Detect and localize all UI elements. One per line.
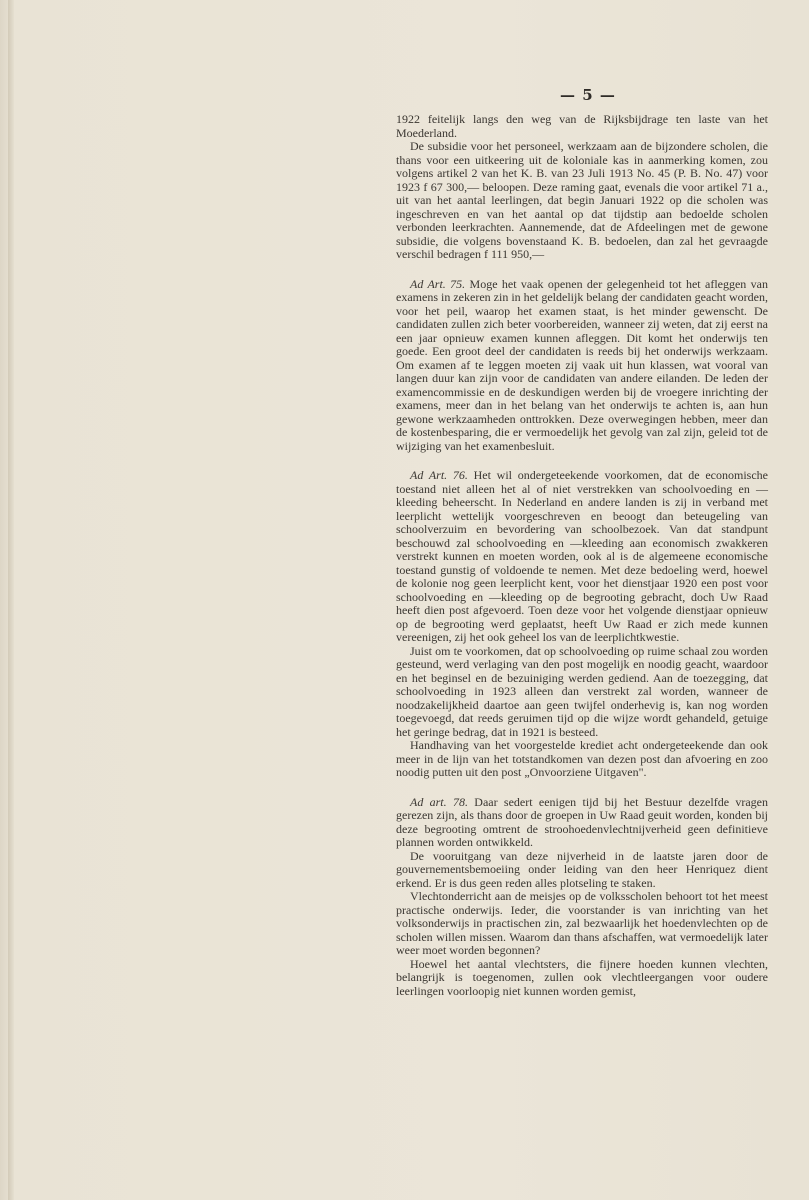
article-reference: Ad art. 78. (410, 794, 468, 809)
paragraph-text: Moge het vaak openen der gelegenheid tot het afleggen van examens in zekeren zin in het geldelijk belang der candidaten geacht worden, voor het peil, waarop het examen staat, is het minder gewenscht. De candidaten zullen zich beter voorbereiden, wanneer zij weten, dat zij eerst na een jaar opnieuw examen kunnen afleggen. Dit komt het onderwijs ten goede. Een groot deel der candidaten is reeds bij het onderwijs werkzaam. Om examen af te leggen moeten zij vaak uit hun klassen, wat vooral van langen duur kan zijn voor de candidaten van andere eilanden. De leden der examencommissie en de deskundigen werden bij de vroegere inrichting der examens, meer dan in het belang van het onderwijs te achten is, aan hun gewone werkzaamheden onttrokken. Deze overwegingen hebben, meer dan de kostenbesparing, die er vermoedelijk het gevolg van zal zijn, geleid tot de wijziging van het examenbesluit. (396, 276, 768, 453)
paragraph (396, 278, 768, 454)
paragraph (396, 113, 768, 140)
paragraph (396, 739, 768, 780)
paragraph (396, 469, 768, 645)
paragraph (396, 645, 768, 740)
paragraph-text: De subsidie voor het personeel, werkzaam aan de bijzondere scholen, die thans voor een uitkeering uit de koloniale kas in aanmerking komen, zou volgens artikel 2 van het K. B. van 23 Juli 1913 No. 45 (P. B. No. 47) voor 1923 f 67 300,— beloopen. Deze raming gaat, evenals die voor artikel 71 a., uit van het aantal leerlingen, dat begin Januari 1922 op die scholen was ingeschreven en van het aantal op dat tijdstip aan bedoelde scholen verbonden leerkrachten. Aannemende, dat de Afdeelingen met de gewone subsidie, die volgens bovenstaand K. B. bedoelen, dan zal het gevraagde verschil bedragen f 111 950,— (396, 139, 768, 261)
paragraph-text: Vlechtonderricht aan de meisjes op de volksscholen behoort tot het meest practische onderwijs. Ieder, die voorstander is van inrichting van het volksonderwijs in practischen zin, zal bezwaarlijk het hoedenvlechten op de scholen willen missen. Waarom dan thans afschaffen, wat vermoedelijk later weer moet worden begonnen? (396, 889, 768, 957)
paragraph-text: Hoewel het aantal vlechtsters, die fijnere hoeden kunnen vlechten, belangrijk is toegenomen, zullen ook vlechtleergangen voor oudere leerlingen voorloopig niet kunnen worden gemist, (396, 956, 768, 998)
paragraph (396, 850, 768, 891)
article-reference: Ad Art. 75. (410, 276, 466, 291)
paragraph-text: Handhaving van het voorgestelde krediet acht ondergeteekende dan ook meer in de lijn van het totstandkomen van dezen post dan afvoering en zoo noodig putten uit den post „Onvoorziene Uitgaven". (396, 738, 768, 779)
page-number: — 5 — (560, 86, 616, 104)
paragraph (396, 140, 768, 262)
paragraph (396, 890, 768, 958)
article-reference: Ad Art. 76. (410, 468, 468, 482)
text-column (396, 113, 768, 998)
binding-edge (8, 0, 14, 1200)
paragraph-text: De vooruitgang van deze nijverheid in de laatste jaren door de gouvernementsbemoeiing onder leiding van den heer Henriquez dient erkend. Er is dus geen reden alles plotseling te staken. (396, 848, 768, 890)
paragraph (396, 796, 768, 850)
paragraph-text: Daar sedert eenigen tijd bij het Bestuur dezelfde vragen gerezen zijn, als thans door de groepen in Uw Raad geuit worden, konden bij deze begrooting omtrent de stroohoedenvlechtnijverheid geen definitieve plannen worden ontwikkeld. (396, 794, 768, 849)
paragraph-text: 1922 feitelijk langs den weg van de Rijksbijdrage ten laste van het Moederland. (396, 112, 768, 140)
paragraph-text: Het wil ondergeteekende voorkomen, dat de economische toestand niet alleen het al of niet verstrekken van schoolvoeding en —kleeding beheerscht. In Nederland en andere landen is zij in verband met leerplicht wettelijk voorgeschreven en beoogt dan beteugeling van schoolverzuim en bevordering van schoolbezoek. Van dat standpunt beschouwd zal schoolvoeding en —kleeding aan economisch zwakkeren verstrekt kunnen en moeten worden, ook al is de algemeene economische toestand gunstig of voldoende te nemen. Met deze bedoeling werd, hoewel de kolonie nog geen leerplicht kent, voor het dienstjaar 1920 een post voor schoolvoeding en —kleeding op de begrooting gebracht, doch Uw Raad heeft dien post afgevoerd. Toen deze voor het volgende dienstjaar opnieuw op de begrooting werd geplaatst, heeft Uw Raad er zich mede kunnen vereenigen, zij het ook geheel los van de leerplichtkwestie. (396, 468, 769, 644)
paragraph (396, 958, 768, 999)
paragraph-text: Juist om te voorkomen, dat op schoolvoeding op ruime schaal zou worden gesteund, werd verlaging van den post mogelijk en noodig geacht, waardoor en het beginsel en de bezuiniging werden gediend. Aan de toezegging, dat schoolvoeding in 1923 alleen dan verstrekt zal worden, wanneer de noodzakelijkheid daartoe aan geen twijfel onderhevig is, kan nog worden toegevoegd, dat reeds geruimen tijd op die wijze wordt gehandeld, getuige het geringe bedrag, dat in 1921 is besteed. (396, 643, 768, 739)
